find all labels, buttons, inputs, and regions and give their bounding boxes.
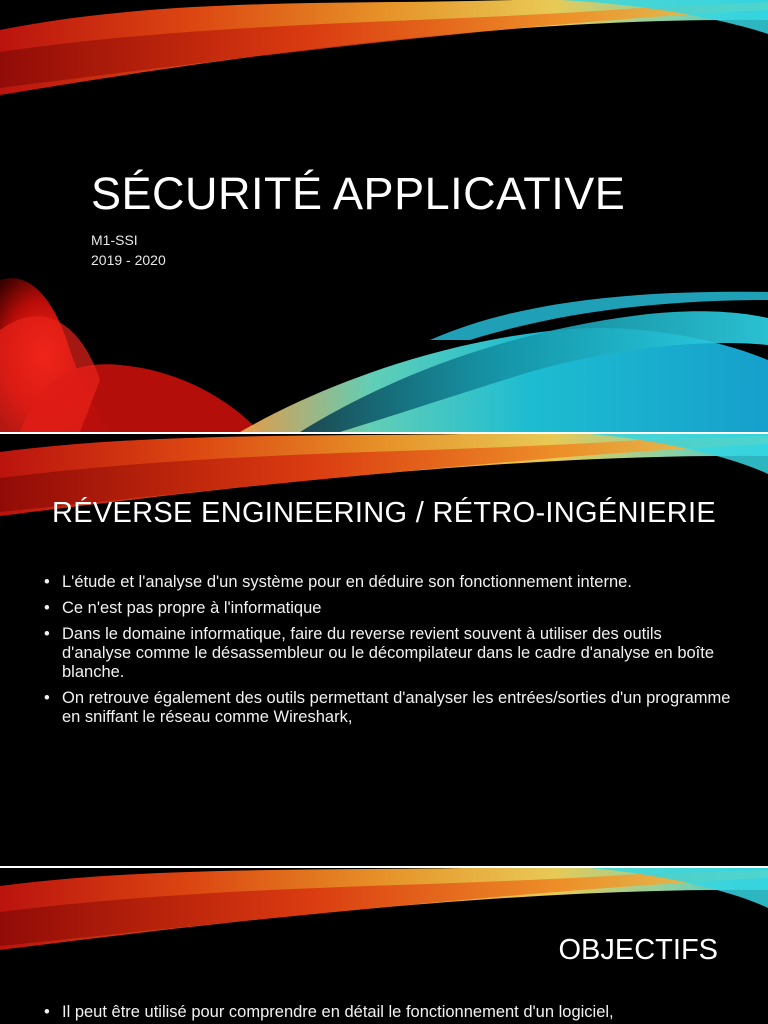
bullet-list bbox=[42, 573, 732, 734]
list-item: • Dans le domaine informatique, faire du reverse revient souvent à utiliser des outils d'analyse comme le désassembleur ou le décompilateur dans le cadre d'analyse en boîte blanche. bbox=[42, 625, 732, 682]
slide-heading: RÉVERSE ENGINEERING / RÉTRO-INGÉNIERIE bbox=[52, 497, 716, 529]
list-item: • Ce n'est pas propre à l'informatique bbox=[42, 599, 732, 618]
slide-objectifs[interactable] bbox=[0, 868, 768, 1024]
subtitle-year: 2019 - 2020 bbox=[91, 252, 166, 268]
list-item: • L'étude et l'analyse d'un système pour en déduire son fonctionnement interne. bbox=[42, 573, 732, 592]
list-item: • Il peut être utilisé pour comprendre en détail le fonctionnement d'un logiciel, bbox=[42, 1003, 732, 1022]
slide-heading: OBJECTIFS bbox=[558, 934, 718, 966]
slide-title-heading: SÉCURITÉ APPLICATIVE bbox=[91, 168, 626, 219]
bullet-list bbox=[42, 1003, 732, 1024]
slide-title[interactable] bbox=[0, 0, 768, 432]
list-item: • On retrouve également des outils permettant d'analyser les entrées/sorties d'un programme en sniffant le réseau comme Wireshark, bbox=[42, 689, 732, 727]
slide-reverse-engineering[interactable] bbox=[0, 434, 768, 866]
subtitle-course: M1-SSI bbox=[91, 232, 138, 248]
